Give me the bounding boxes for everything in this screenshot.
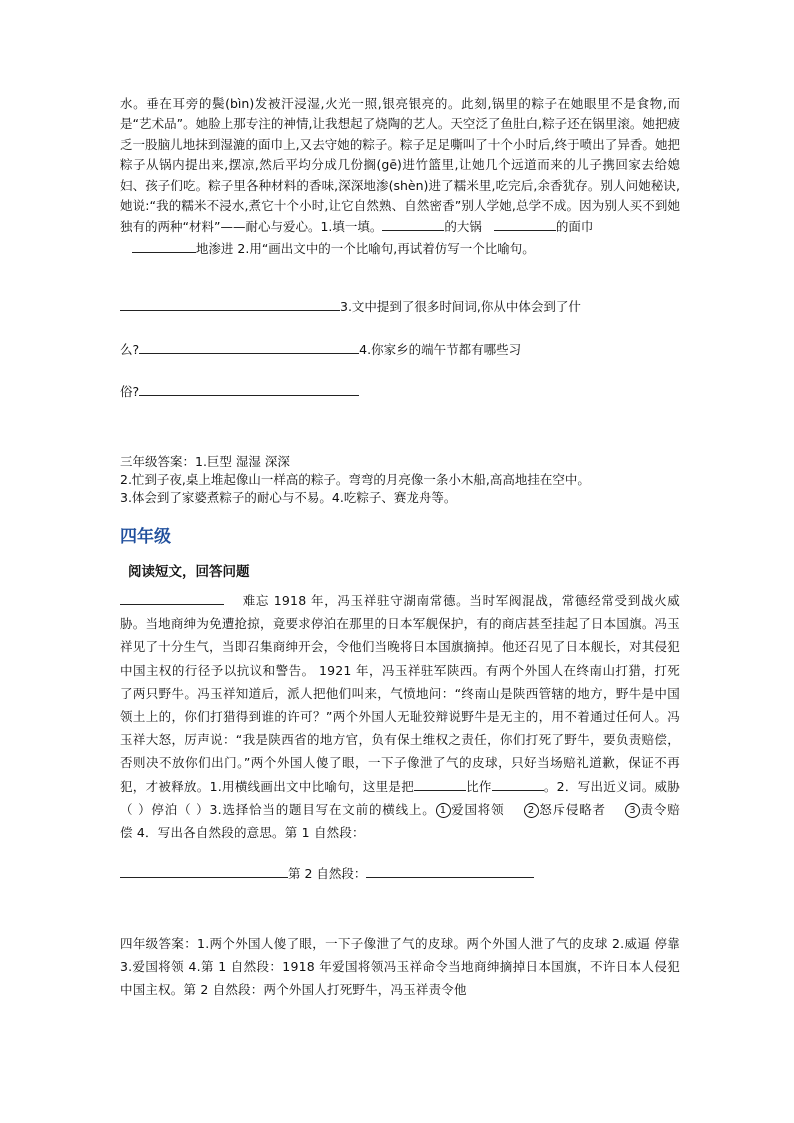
answer-blank[interactable] xyxy=(366,863,534,878)
answer-blank[interactable] xyxy=(492,776,544,791)
option-2[interactable]: 怒斥侵略者 xyxy=(538,801,606,817)
option-number: 2 xyxy=(524,803,539,818)
answer-blank[interactable] xyxy=(139,339,359,354)
option-1[interactable]: 爱国将领 xyxy=(450,801,505,817)
grade4-answers xyxy=(120,932,680,1002)
fill-blank[interactable] xyxy=(494,216,556,231)
answer-line: 三年级答案：1.巨型 湿湿 深深 xyxy=(120,454,290,469)
grade3-passage xyxy=(120,94,680,259)
answer-line: 2.忙到子夜,桌上堆起像山一样高的粽子。弯弯的月亮像一条小木船,高高地挂在空中。 xyxy=(120,472,590,487)
passage-q2: 。2．写出近义词。威胁（ ）停泊（ ）3.选择恰当的题目写在文前的横线上。 xyxy=(120,778,680,817)
grade4-answer-text: 四年级答案：1.两个外国人傻了眼，一下子像泄了气的皮球。两个外国人泄了气的皮球 2.威逼 停靠 3.爱国将领 4.第 1 自然段：1918 年爱国将领冯玉祥命令当地商绅摘掉日本国旗，不许日本人侵犯中国主权。第 2 自然段：两个外国人打死野牛，冯玉祥责令他 xyxy=(120,936,680,998)
fill-label-towel: 的面巾 xyxy=(555,219,594,235)
grade4-passage xyxy=(120,589,680,844)
question-3-4-line xyxy=(120,339,680,358)
title-blank[interactable] xyxy=(120,590,224,605)
fill-blank[interactable] xyxy=(382,216,444,231)
question-3-text: 3.文中提到了很多时间词,你从中体会到了什 xyxy=(340,299,581,314)
question-2-text: 地渗进 2.用“画出文中的一个比喻句,再试着仿写一个比喻句。 xyxy=(195,240,535,256)
fill-blank[interactable] xyxy=(132,238,196,253)
option-number: 1 xyxy=(436,803,451,818)
answer-blank[interactable] xyxy=(120,296,340,311)
option-3[interactable]: 责令赔偿 xyxy=(120,801,680,841)
answer-line: 3.体会到了家婆煮粽子的耐心与不易。4.吃粽子、赛龙舟等。 xyxy=(120,490,457,505)
question-4-prefix: 俗? xyxy=(120,384,140,399)
fill-label-pot: 的大锅 xyxy=(444,219,482,235)
passage-mid: 比作 xyxy=(466,778,492,794)
answer-blank[interactable] xyxy=(139,381,359,396)
section-subheading: 阅读短文，回答问题 xyxy=(128,564,250,580)
grade3-passage-text: 水。垂在耳旁的鬓(bìn)发被汗浸湿,火光一照,银亮银亮的。此刻,锅里的粽子在她眼里不是食物,而是“艺术品”。她脸上那专注的神情,让我想起了烧陶的艺人。天空泛了鱼肚白,粽子还在锅里滚。她把疲乏一股脑儿地抹到湿漉的面巾上,又去守她的粽子。粽子足足嘶叫了十个小时后,终于喷出了异香。她把粽子从锅内提出来,摆凉,然后平均分成几份搁(gē)进竹篮里,让她几个远道而来的儿子携回家去给媳妇、孩子们吃。粽子里各种材料的香味,深深地渗(shèn)进了糯米里,吃完后,余香犹存。别人问她秘诀,她说:“我的糯米不浸水,煮它十个小时,让它自然熟、自然密香”别人学她,总学不成。因为别人买不到她独有的两种“材料”——耐心与爱心。1.填一填。 xyxy=(120,96,680,235)
question-3-prefix: 么? xyxy=(120,342,140,357)
grade4-passage-text: 难忘 1918 年，冯玉祥驻守湖南常德。当时军阀混战，常德经常受到战火威胁。当地商绅为免遭抢掠，竟要求停泊在那里的日本军舰保护，有的商店甚至挂起了日本国旗。冯玉祥见了十分生气，当即召集商绅开会，令他们当晚将日本国旗摘掉。他还召见了日本舰长，对其侵犯中国主权的行径予以抗议和警告。 1921 年，冯玉祥驻军陕西。有两个外国人在终南山打猎，打死了两只野牛。冯玉祥知道后，派人把他们叫来，气愤地问：“终南山是陕西管辖的地方，野牛是中国领土上的，你们打猎得到谁的许可？”两个外国人无耻狡辩说野牛是无主的，用不着通过任何人。冯玉祥大怒，厉声说：“我是陕西省的地方官，负有保土维权之责任，你们打死了野牛，要负责赔偿，否则决不放你们出门。”两个外国人傻了眼，一下子像泄了气的皮球，只好当场赔礼道歉，保证不再犯，才被释放。1.用横线画出文中比喻句，这里是把 xyxy=(120,593,680,794)
para2-label: 第 2 自然段： xyxy=(288,866,367,881)
grade3-answers xyxy=(120,453,680,507)
section-heading: 四年级 xyxy=(120,527,171,547)
question-4: 4．写出各自然段的意思。第 1 自然段： xyxy=(136,825,365,841)
paragraph-meaning-line xyxy=(120,863,680,882)
question-4-text: 4.你家乡的端午节都有哪些习 xyxy=(359,342,522,357)
question-4-line xyxy=(120,381,680,400)
option-number: 3 xyxy=(625,803,640,818)
answer-blank[interactable] xyxy=(414,776,466,791)
answer-blank[interactable] xyxy=(120,863,288,878)
question-3-line xyxy=(120,296,680,315)
